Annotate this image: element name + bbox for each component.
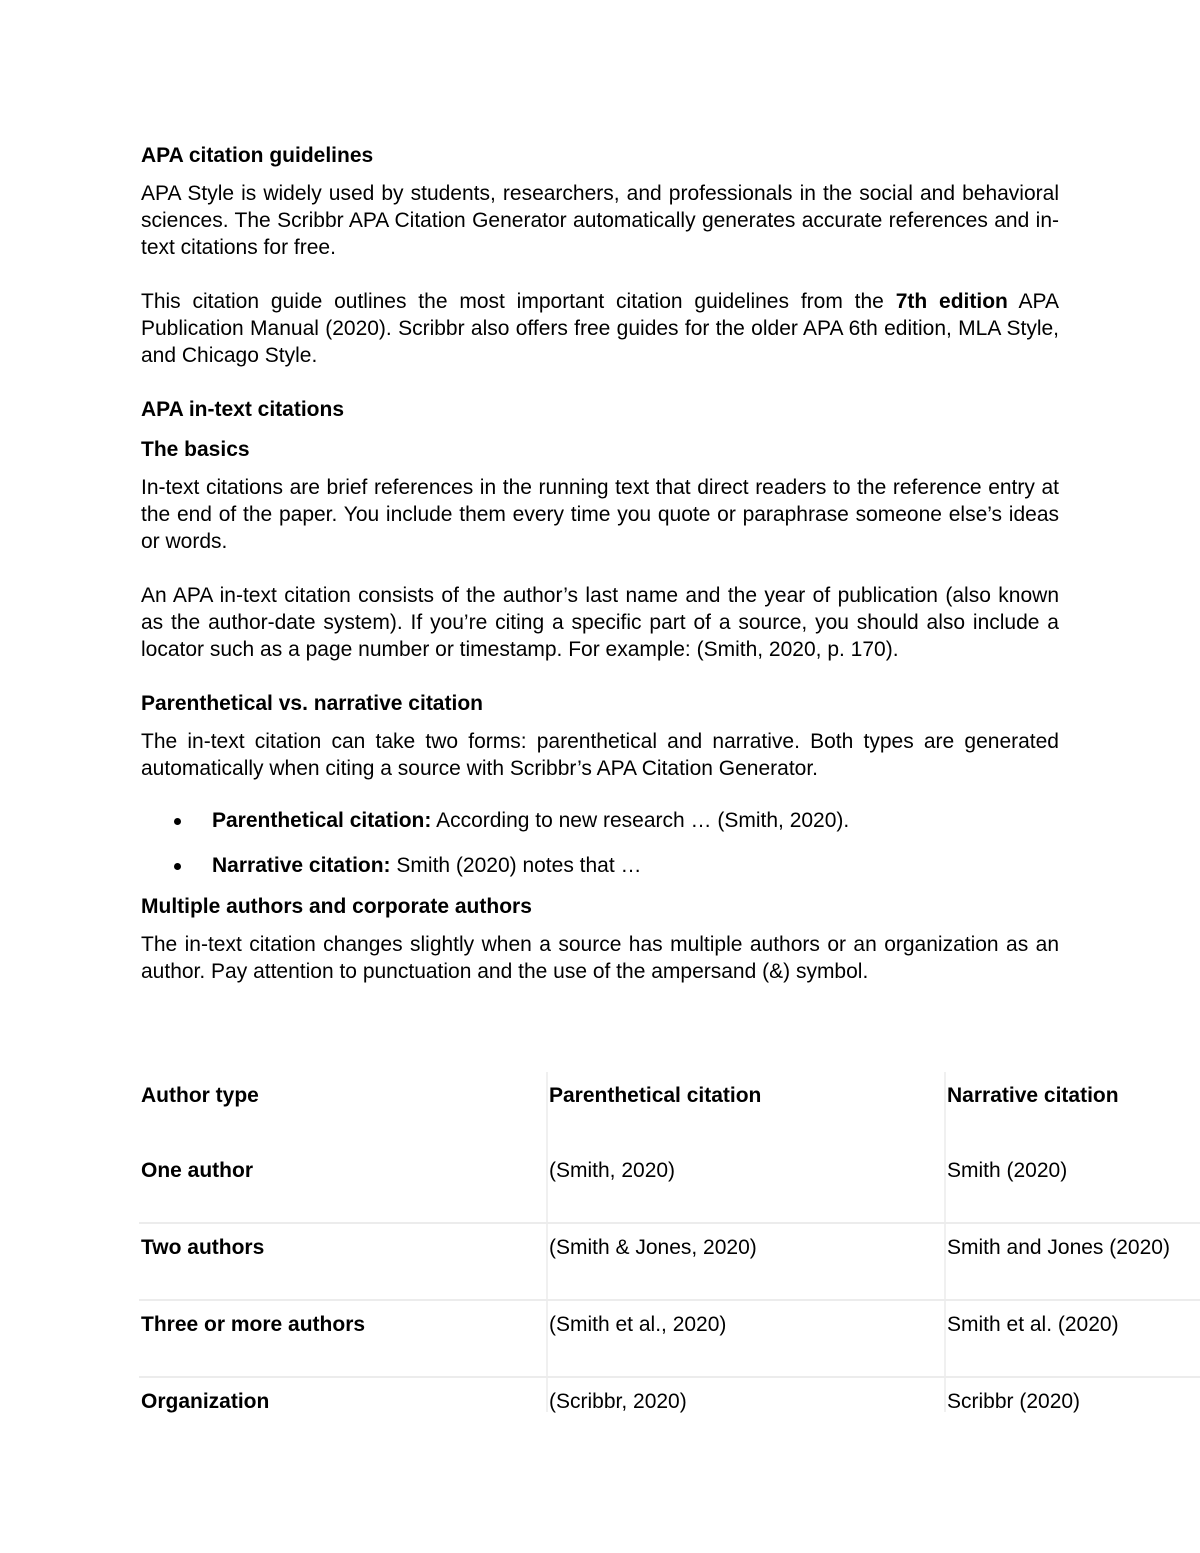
intro-paragraph-1: APA Style is widely used by students, researchers, and professionals in the social and behavioral sciences. The Scribbr APA Citation Generator automatically generates accurate references and in-text citations for free. [141, 182, 1059, 259]
basics-paragraph-2: An APA in-text citation consists of the author’s last name and the year of publication (also known as the author-date system). If you’re citing a specific part of a source, you should also include a locator such as a page number or timestamp. For example: (Smith, 2020, p. 170). [141, 584, 1059, 661]
header-author-type: Author type [141, 1084, 259, 1107]
basics-paragraph-1: In-text citations are brief references in the running text that direct readers to the reference entry at the end of the paper. You include them every time you quote or paraphrase someone else’s ideas or words. [141, 476, 1059, 553]
document-body [141, 140, 1059, 985]
citation-forms-list [141, 807, 1059, 879]
subheading-multiple-authors: Multiple authors and corporate authors [141, 895, 532, 918]
table-row [139, 1222, 1200, 1299]
intro-paragraph-2-end: APA Publication Manual (2020). Scribbr also offers free guides for the older APA 6th edition, MLA Style, and Chicago Style. [141, 290, 1059, 367]
header-narrative: Narrative citation [947, 1084, 1119, 1107]
table-cell-parenthetical: (Smith, 2020) [549, 1159, 676, 1182]
table-row [139, 1147, 1200, 1222]
table-cell-author-type: Three or more authors [141, 1313, 366, 1336]
document-title: APA citation guidelines [141, 144, 374, 167]
table-cell-author-type: Organization [141, 1390, 270, 1413]
subheading-parenthetical-vs-narrative: Parenthetical vs. narrative citation [141, 692, 483, 715]
table-row [139, 1299, 1200, 1376]
bullet-icon [174, 818, 181, 825]
edition-emphasis: 7th edition [895, 290, 1008, 313]
intro-paragraph-2 [141, 288, 1059, 369]
table-row [139, 1376, 1200, 1453]
table-cell-author-type: One author [141, 1159, 254, 1182]
table-header-row [139, 1072, 1200, 1147]
list-item-label: Parenthetical citation: [212, 809, 432, 832]
list-item-text: According to new research … (Smith, 2020). [431, 809, 850, 832]
table-cell-narrative: Scribbr (2020) [947, 1390, 1081, 1413]
table-cell-narrative: Smith (2020) [947, 1159, 1068, 1182]
table-cell-narrative: Smith et al. (2020) [947, 1313, 1119, 1336]
table-cell-parenthetical: (Scribbr, 2020) [549, 1390, 687, 1413]
table-cell-parenthetical: (Smith & Jones, 2020) [549, 1236, 757, 1259]
list-item-label: Narrative citation: [212, 854, 391, 877]
intro-paragraph-2-start: This citation guide outlines the most important citation guidelines from the [141, 290, 896, 313]
list-item [141, 807, 1059, 834]
table-cell-parenthetical: (Smith et al., 2020) [549, 1313, 727, 1336]
header-parenthetical: Parenthetical citation [549, 1084, 762, 1107]
subheading-basics: The basics [141, 438, 250, 461]
bullet-icon [174, 863, 181, 870]
list-item [141, 852, 1059, 879]
author-citation-table [139, 1072, 1200, 1453]
parenthetical-narrative-paragraph: The in-text citation can take two forms: parenthetical and narrative. Both types are generated automatically when citing a source with Scribbr’s APA Citation Generator. [141, 730, 1059, 780]
section-heading-intext: APA in-text citations [141, 398, 345, 421]
multiple-authors-paragraph: The in-text citation changes slightly when a source has multiple authors or an organization as an author. Pay attention to punctuation and the use of the ampersand (&) symbol. [141, 933, 1059, 983]
table-cell-author-type: Two authors [141, 1236, 265, 1259]
list-item-text: Smith (2020) notes that … [390, 854, 642, 877]
table-cell-narrative: Smith and Jones (2020) [947, 1236, 1170, 1259]
